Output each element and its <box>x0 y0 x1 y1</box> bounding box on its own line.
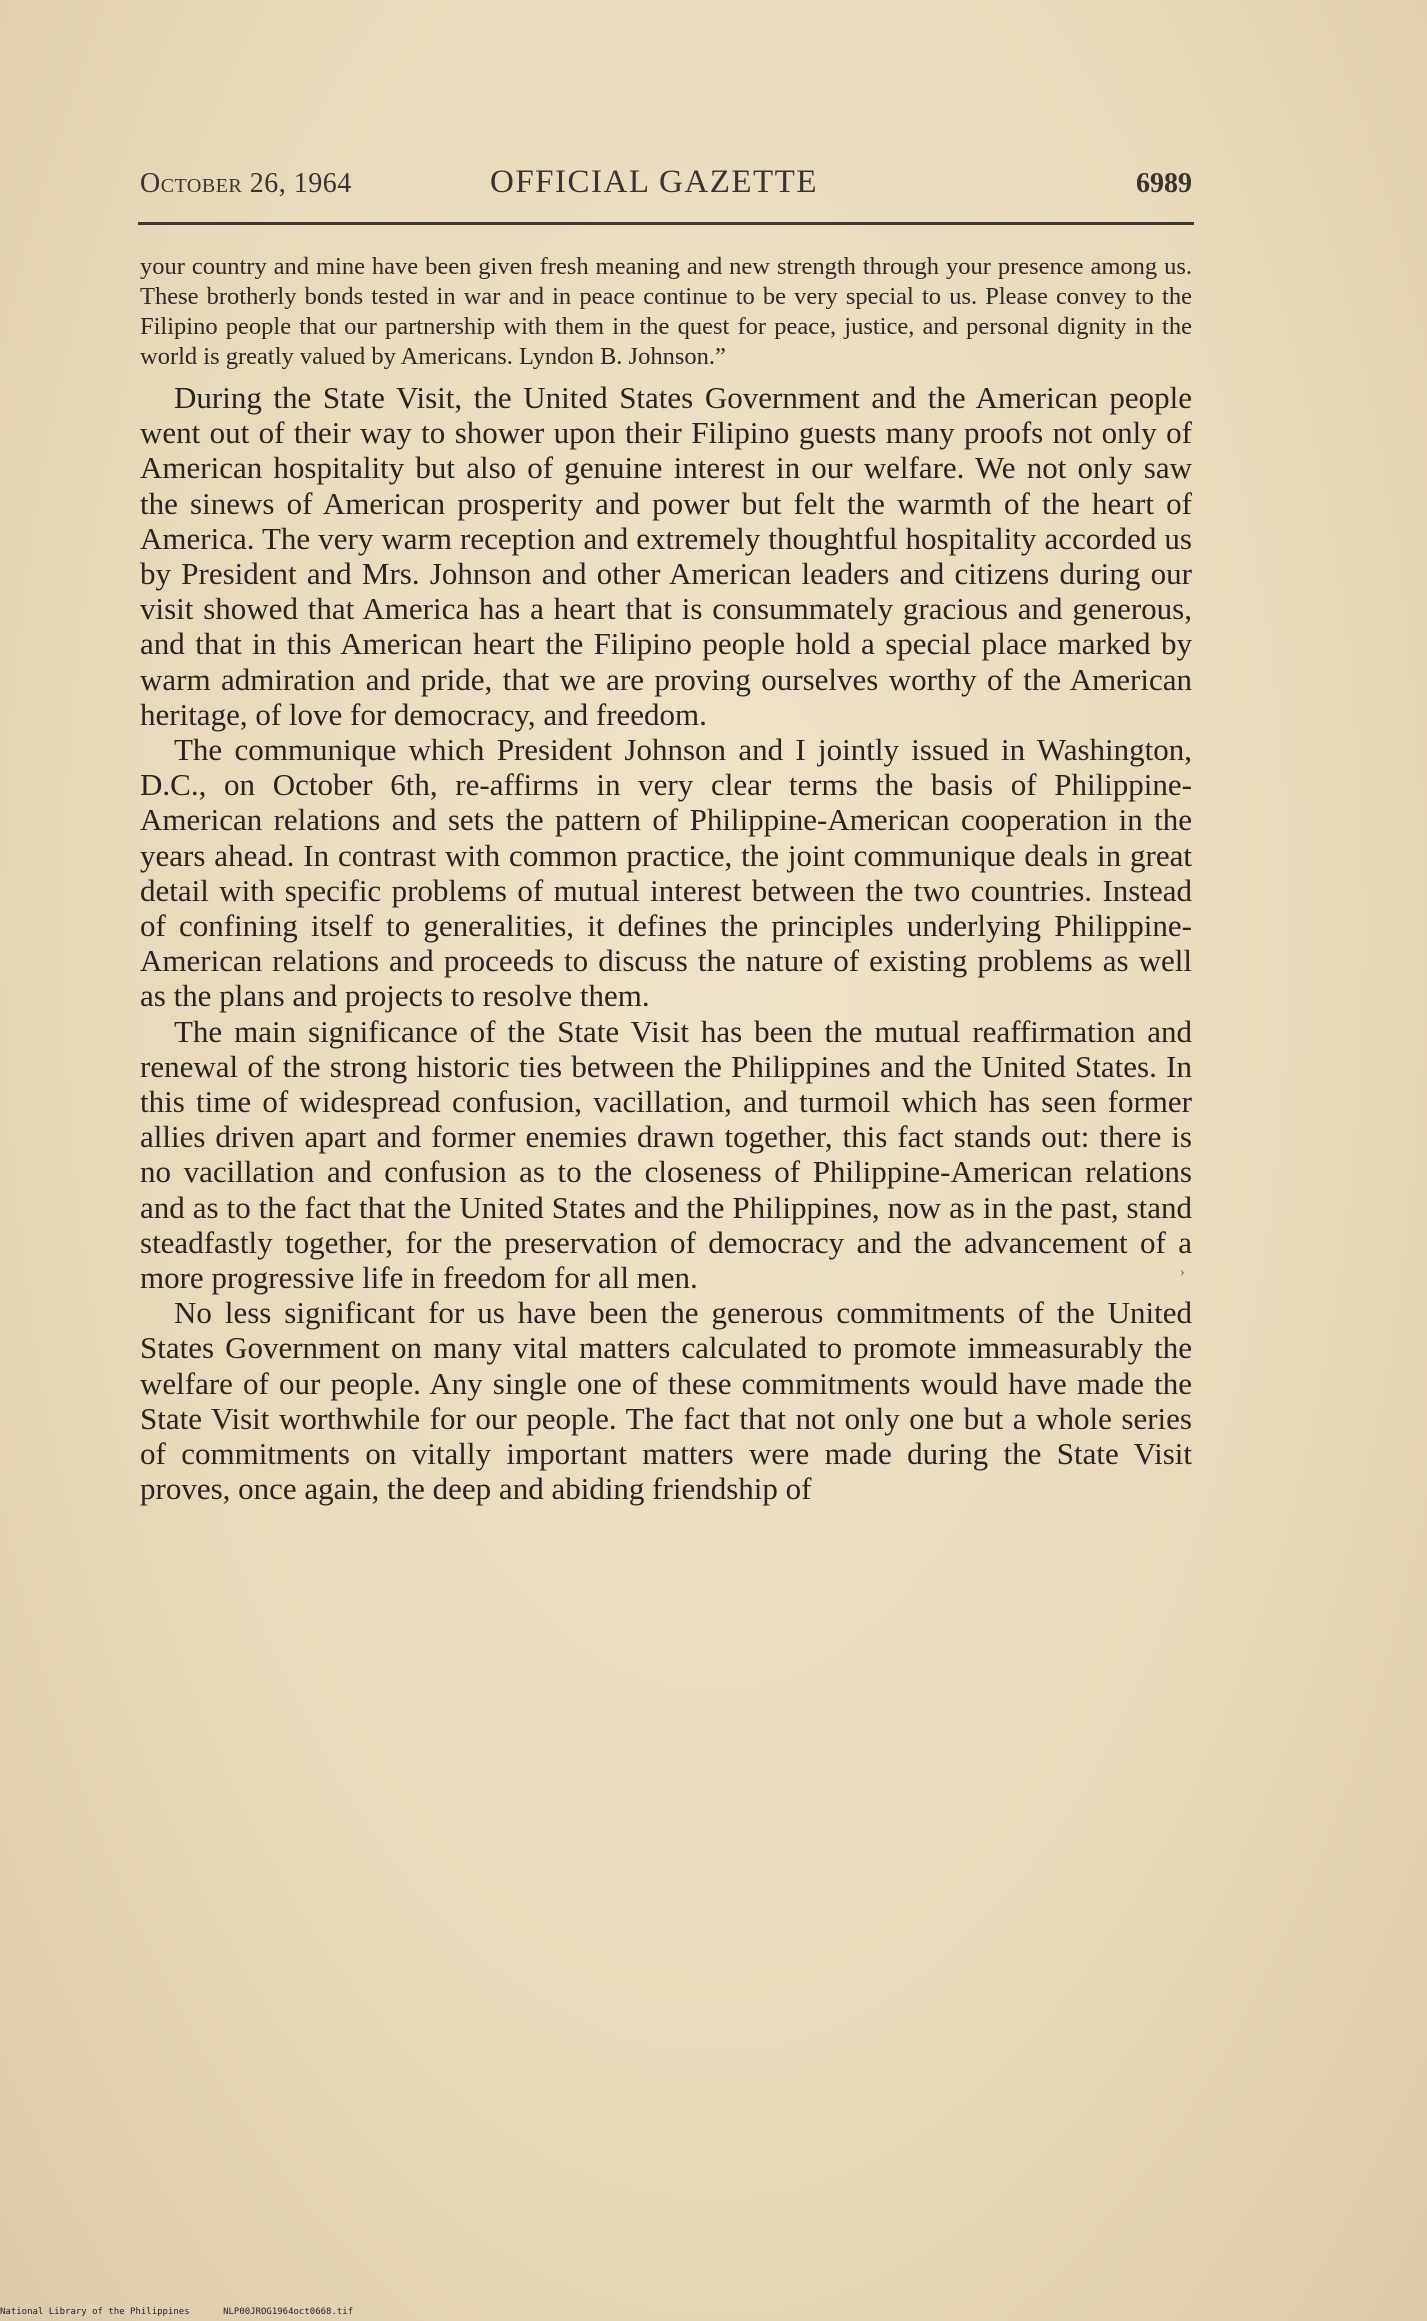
paragraph-state-visit: During the State Visit, the United States Government and the American people went out of their way to shower upon their Filipino guests many proofs not only of American hospitality but also of genuine interest in our welfare. We not only saw the sinews of American prosperity and power but felt the warmth of the heart of America. The very warm reception and extremely thoughtful hospitality accorded us by President and Mrs. Johnson and other American leaders and citizens during our visit showed that America has a heart that is consummately gracious and generous, and that in this American heart the Filipino people hold a special place marked by warm admiration and pride, that we are proving ourselves worthy of the American heritage, of love for democracy, and freedom. <box>140 380 1192 732</box>
paragraph-commitments: No less significant for us have been the generous commitments of the United States Government on many vital matters calculated to promote immeasurably the welfare of our people. Any single one of these commitments would have made the State Visit worthwhile for our people. The fact that not only one but a whole series of commitments on vitally important matters were made during the State Visit proves, once again, the deep and abiding friendship of <box>140 1295 1192 1507</box>
issue-date: October 26, 1964 <box>140 168 352 199</box>
article-body <box>140 252 1192 1507</box>
page-header <box>140 164 1192 208</box>
paragraph-communique: The communique which President Johnson and I jointly issued in Washington, D.C., on October 6th, re-affirms in very clear terms the basis of Philippine-American relations and sets the pattern of Philippine-American cooperation in the years ahead. In contrast with common practice, the joint communique deals in great detail with specific problems of mutual interest between the two countries. Instead of confining itself to generalities, it defines the principles underlying Philippine-American relations and proceeds to discuss the nature of existing problems as well as the plans and projects to resolve them. <box>140 732 1192 1014</box>
page-number: 6989 <box>1136 168 1192 199</box>
publication-title: OFFICIAL GAZETTE <box>490 164 818 200</box>
footer-filename: NLP00JROG1964oct0668.tif <box>223 2307 354 2317</box>
header-rule <box>138 222 1194 225</box>
margin-mark: › <box>1180 1265 1185 1280</box>
footer-library: National Library of the Philippines <box>0 2307 190 2317</box>
quoted-message: your country and mine have been given fresh meaning and new strength through your presence among us. These brotherly bonds tested in war and in peace continue to be very special to us. Please convey to the Filipino people that our partnership with them in the quest for peace, justice, and personal dignity in the world is greatly valued by Americans. Lyndon B. Johnson.” <box>140 253 1192 370</box>
scan-footer <box>0 2307 353 2317</box>
paragraph-significance: The main significance of the State Visit has been the mutual reaffirmation and renewal of the strong historic ties between the Philippines and the United States. In this time of widespread confusion, vacillation, and turmoil which has seen former allies driven apart and former enemies drawn together, this fact stands out: there is no vacillation and confusion as to the closeness of Philippine-American relations and as to the fact that the United States and the Philippines, now as in the past, stand steadfastly together, for the preservation of democracy and the advancement of a more progressive life in freedom for all men. <box>140 1013 1192 1296</box>
